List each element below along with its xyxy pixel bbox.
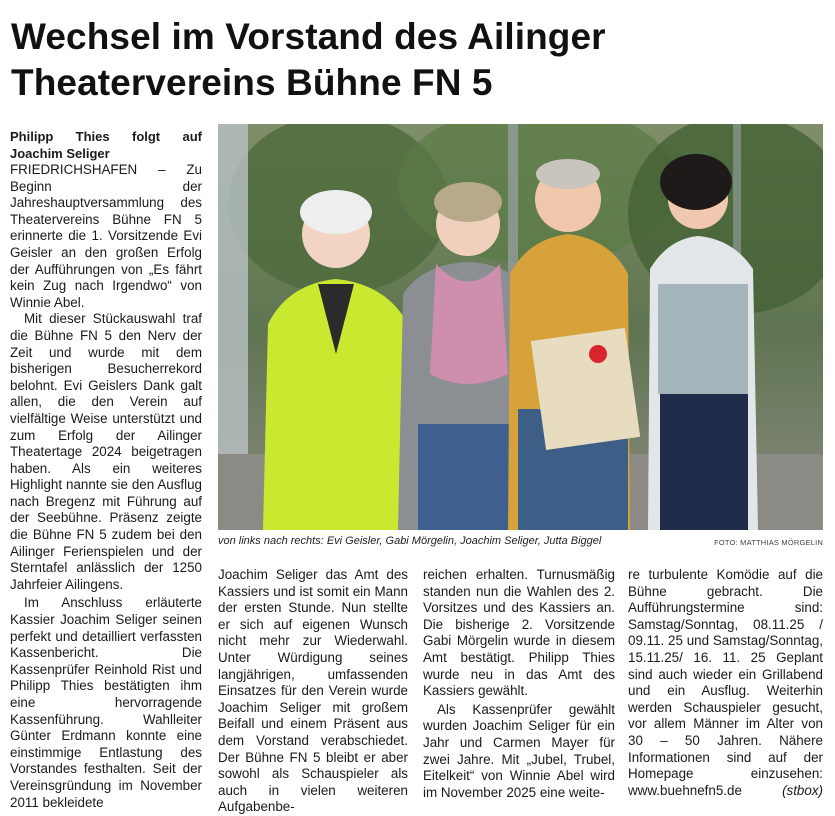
paragraph-7-text: re turbulente Komödie auf die Bühne gebracht. Die Aufführungstermine sind: Samstag/Sonntag, 08.11.25 / 09.11. 25 und Samstag/Sonntag, 15.11.25/ 16. 11. 25 Geplant sind auch wieder ein Grillabend und ein Ausflug. Weiterhin werden Schauspieler gesucht, vor allem Männer im Alter von 30 – 50 Jahren. Nähere Informationen sind auf der Homepage einzusehen: www.buehnefn5.de — [628, 567, 823, 798]
caption-text: von links nach rechts: Evi Geisler, Gabi Mörgelin, Joachim Seliger, Jutta Biggel — [218, 535, 602, 547]
group-photo — [218, 124, 823, 530]
paragraph-4: Joachim Seliger das Amt des Kassiers und ist somit ein Mann der ersten Stunde. Nun stellte er sich auf eigenen Wunsch nicht mehr zur Wiederwahl. Unter Würdigung seines langjährigen, umfassenden Einsatzes für den Verein wurde Joachim Seliger mit großem Beifall und einem Präsent aus dem Vorstand verabschiedet. Der Bühne FN 5 bleibt er aber sowohl als Schauspieler als auch in vielen weiteren Aufgabenbe- — [218, 567, 408, 815]
author-signature: (stbox) — [782, 782, 823, 798]
paragraph-5: reichen erhalten. Turnusmäßig standen nun die Wahlen des 2. Vorsitzes und des Kassiers an. Die bisherige 2. Vorsitzende Gabi Mörgelin wurde in diesem Amt bestätigt. Philipp Thies wurde neu in das Amt des Kassiers gewählt. — [423, 567, 615, 699]
paragraph-7 — [628, 567, 823, 799]
text-column-2 — [218, 567, 408, 816]
text-column-3 — [423, 567, 615, 801]
paragraph-3: Im Anschluss erläuterte Kassier Joachim Seliger seinen perfekt und detailliert verfassten Kassenbericht. Die Kassenprüfer Reinhold Rist und Philipp Thies bestätigten ihm eine hervorragende Kassenführung. Wahlleiter Günter Erdmann konnte eine einstimmige Entlastung des Vorstandes festhalten. Seit der Vereinsgründung im November 2011 bekleidete — [10, 595, 202, 810]
photo-illustration — [218, 124, 823, 530]
text-column-1 — [10, 128, 202, 811]
headline-line-1: Wechsel im Vorstand des Ailinger — [11, 16, 606, 57]
paragraph-2: Mit dieser Stückauswahl traf die Bühne FN 5 den Nerv der Zeit und wurde mit dem bisherigen Besucherrekord belohnt. Evi Geislers Dank galt allen, die den Verein auf vielfältige Weise unterstützt und zum Erfolg der Ailinger Theatertage 2024 beigetragen haben. Als ein weiteres Highlight nannte sie den Ausflug nach Bregenz mit Führung auf der Seebühne. Präsenz zeigte die Bühne FN 5 zudem bei den Ailinger Ferienspielen und der Sterntafel anlässlich der 1250 Jahrfeier Ailingens. — [10, 311, 202, 592]
article-headline — [11, 14, 831, 106]
subheadline: Philipp Thies folgt auf Joachim Seliger — [10, 129, 202, 161]
photo-credit: FOTO: MATTHIAS MÖRGELIN — [714, 538, 823, 547]
headline-line-2: Theatervereins Bühne FN 5 — [11, 62, 493, 103]
paragraph-6: Als Kassenprüfer gewählt wurden Joachim Seliger für ein Jahr und Carmen Mayer für zwei Jahre. Mit „Jubel, Trubel, Eitelkeit“ von Winnie Abel wird im November 2025 eine weite- — [423, 701, 615, 800]
text-column-4 — [628, 567, 823, 799]
paragraph-intro: FRIEDRICHSHAFEN – Zu Beginn der Jahreshauptversammlung des Theatervereins Bühne FN 5 erinnerte die 1. Vorsitzende Evi Geisler an den großen Erfolg der Aufführungen von „Es fährt kein Zug nach Irgendwo“ von Winnie Abel. — [10, 162, 202, 310]
